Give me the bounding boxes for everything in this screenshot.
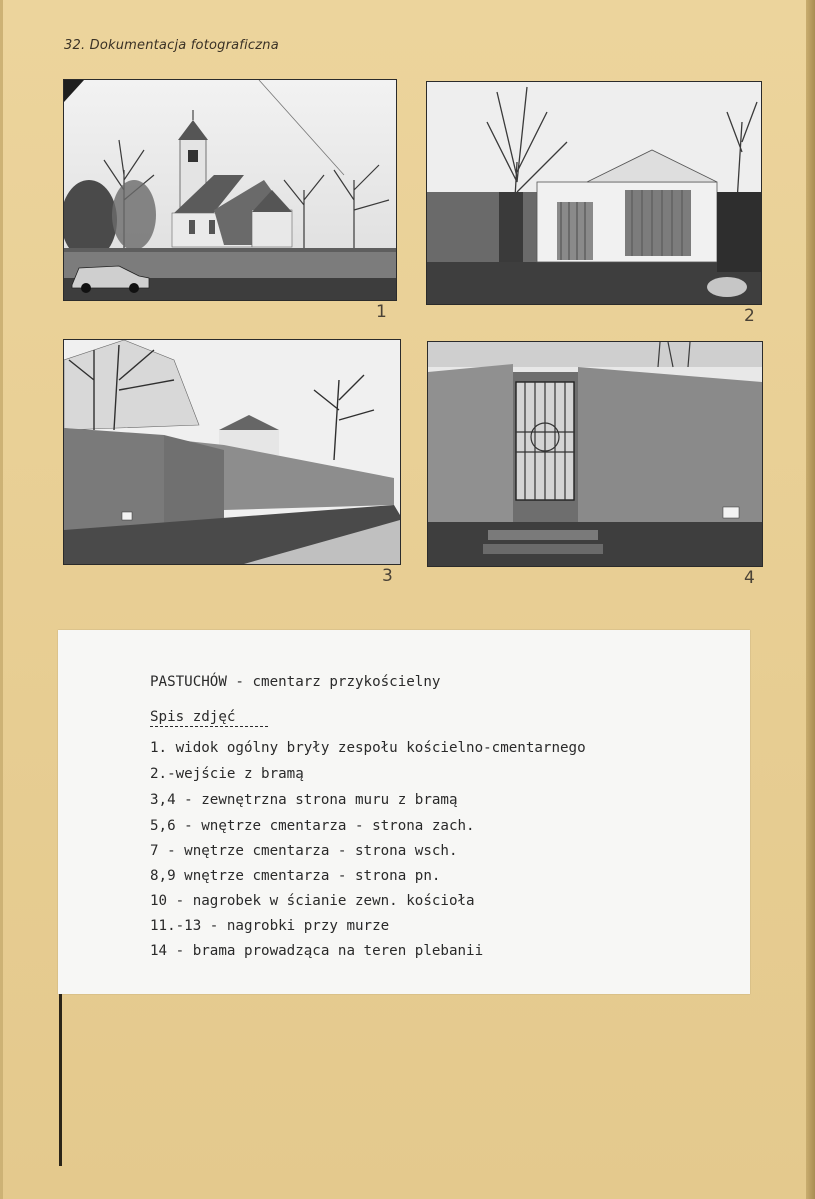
margin-line <box>59 994 62 1166</box>
caption-subtitle: Spis zdjęć <box>150 709 268 727</box>
photo-1-number: 1 <box>376 302 387 322</box>
caption-item: 8,9 wnętrze cmentarza - strona pn. <box>150 868 441 884</box>
church-photo-image <box>64 80 396 300</box>
photo-4 <box>428 342 762 566</box>
page-left-edge <box>0 0 3 1199</box>
caption-item: 10 - nagrobek w ścianie zewn. kościoła <box>150 893 475 909</box>
caption-item: 11.-13 - nagrobki przy murze <box>150 918 390 934</box>
wall-photo-image <box>64 340 400 564</box>
caption-item: 2.-wejście z bramą <box>150 766 304 782</box>
photo-3-number: 3 <box>382 566 393 586</box>
gate-photo-image <box>427 82 761 304</box>
page-right-edge <box>806 0 815 1199</box>
photo-2-number: 2 <box>744 306 755 326</box>
iron-gate-photo-image <box>428 342 762 566</box>
caption-title: PASTUCHÓW - cmentarz przykościelny <box>150 674 441 690</box>
photo-2 <box>427 82 761 304</box>
photo-4-number: 4 <box>744 568 755 588</box>
caption-card <box>58 630 750 994</box>
photo-1 <box>64 80 396 300</box>
caption-item: 1. widok ogólny bryły zespołu kościelno-cmentarnego <box>150 740 586 756</box>
caption-item: 5,6 - wnętrze cmentarza - strona zach. <box>150 818 475 834</box>
page-title: 32. Dokumentacja fotograficzna <box>64 38 279 53</box>
caption-item: 7 - wnętrze cmentarza - strona wsch. <box>150 843 458 859</box>
photo-3 <box>64 340 400 564</box>
caption-item: 3,4 - zewnętrzna strona muru z bramą <box>150 792 458 808</box>
caption-item: 14 - brama prowadząca na teren plebanii <box>150 943 484 959</box>
